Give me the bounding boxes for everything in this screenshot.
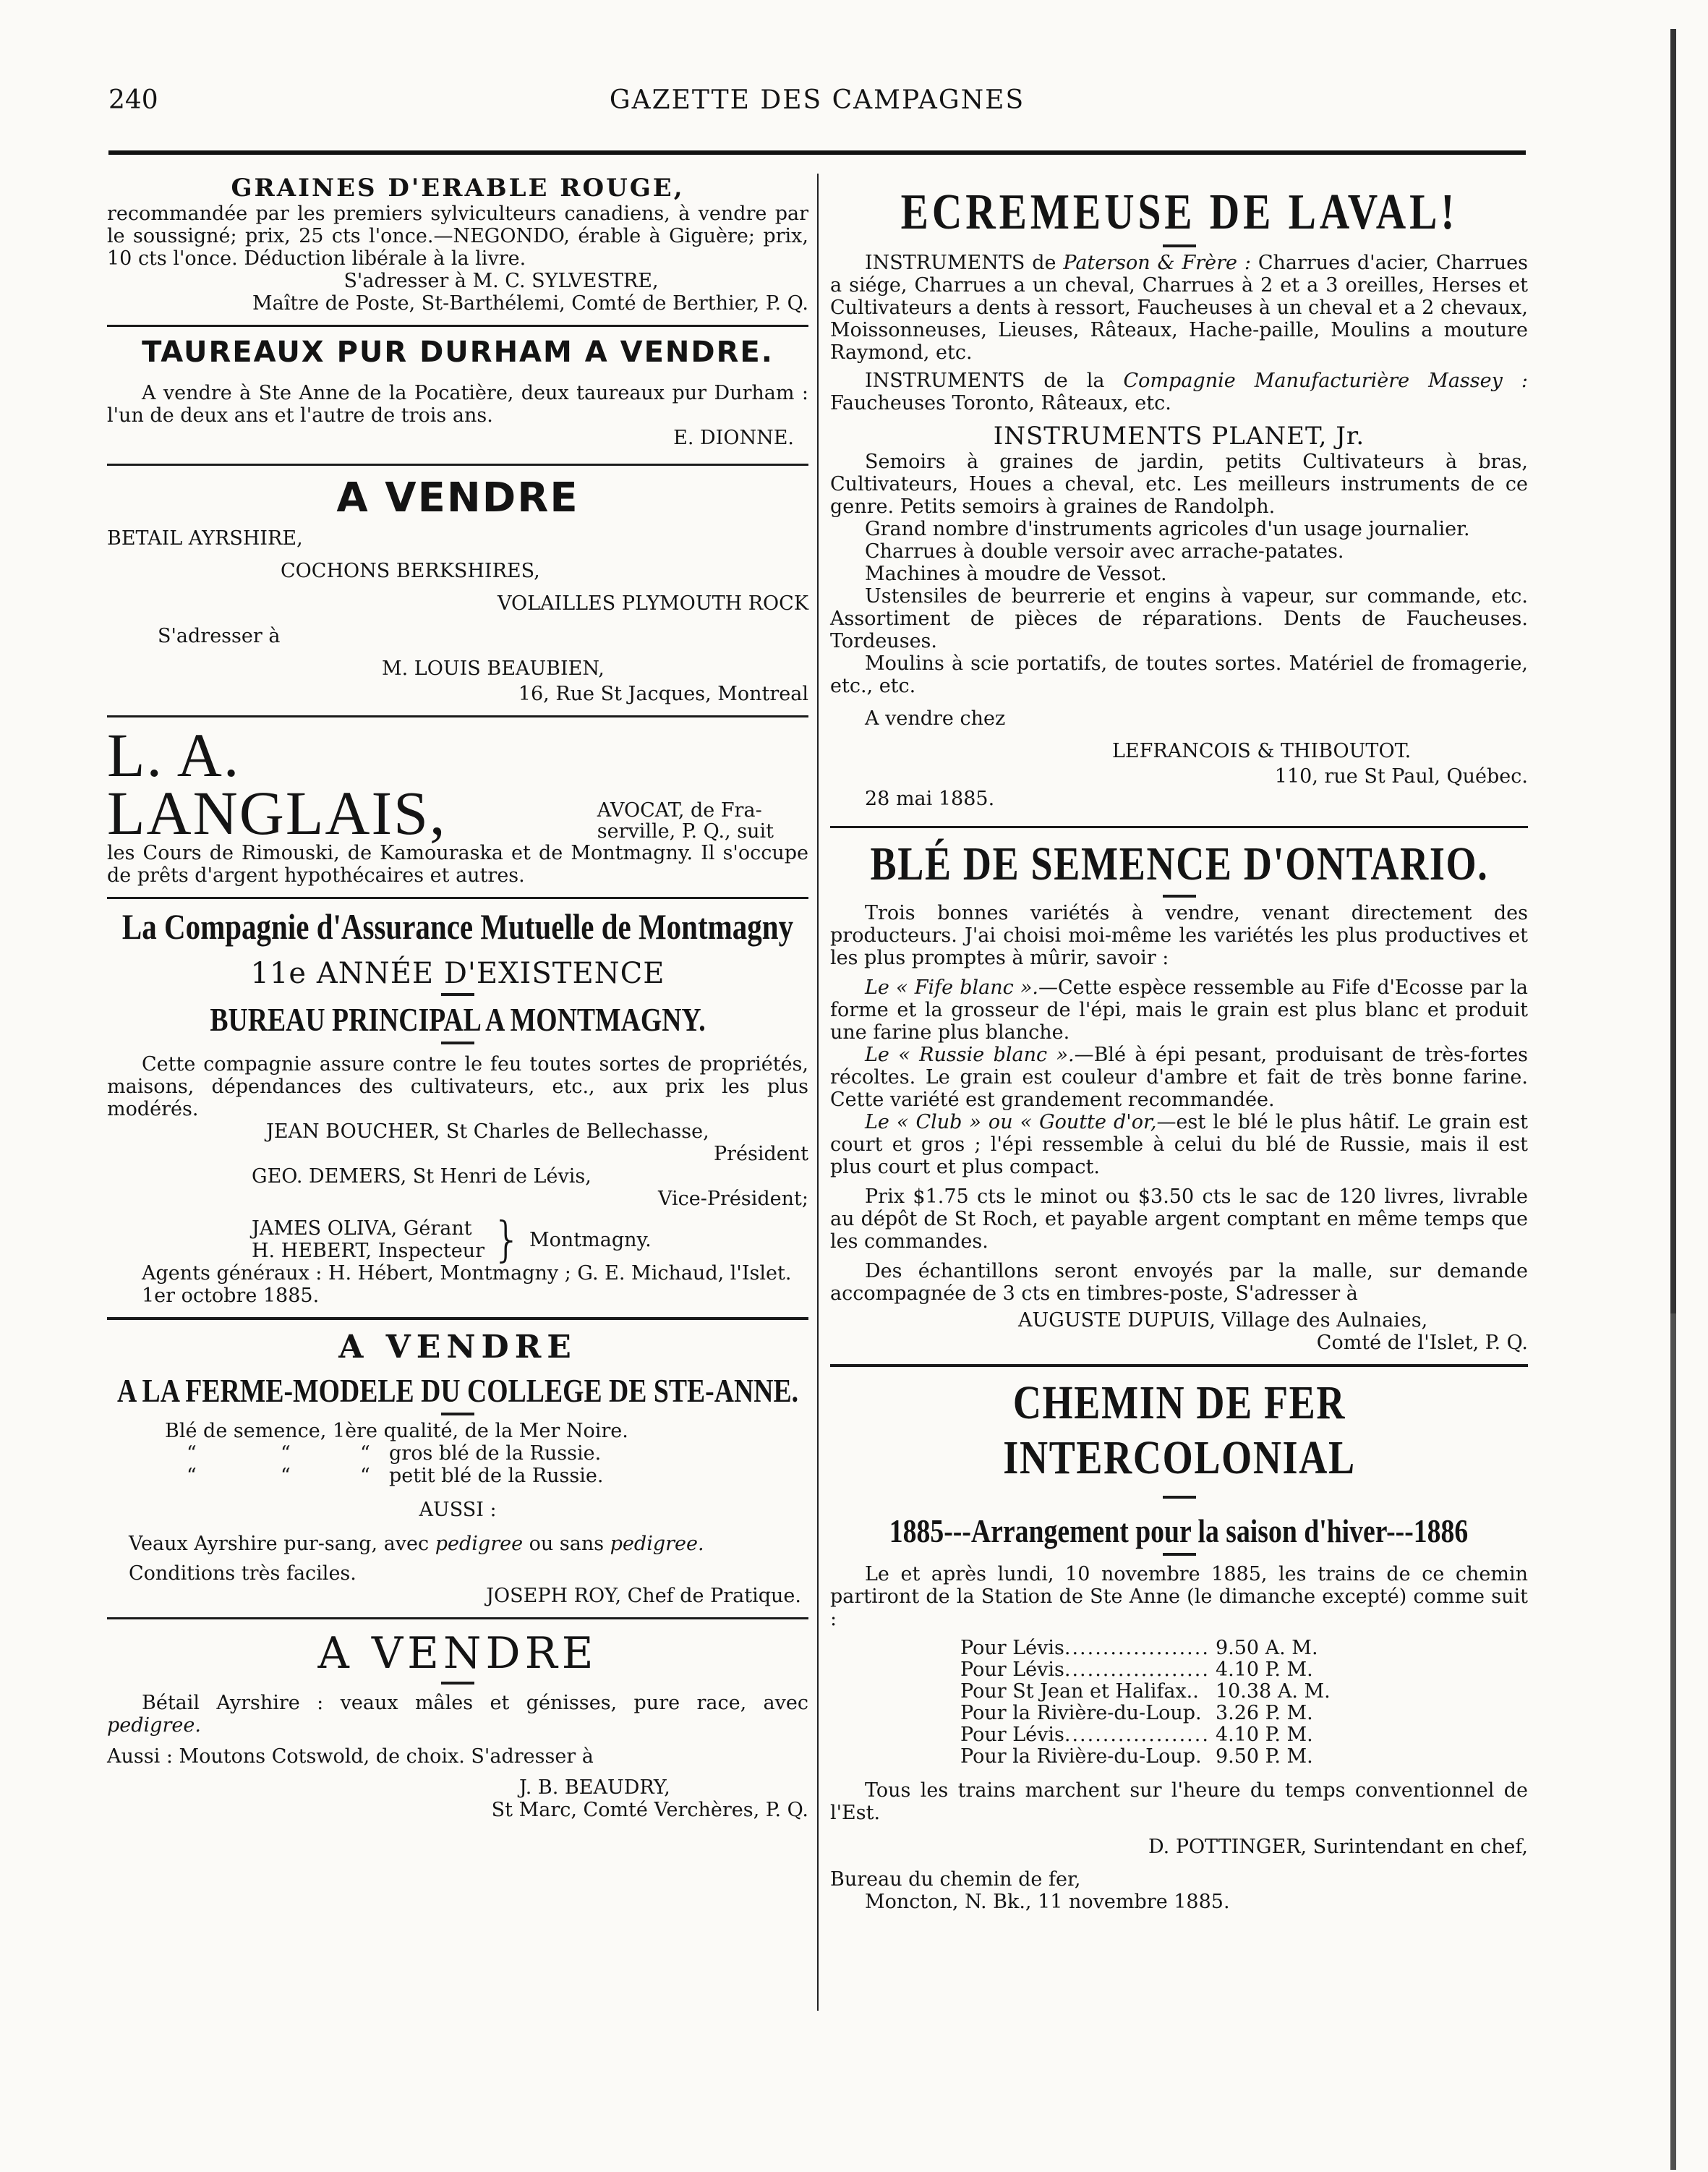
ad-ferme-modele bbox=[107, 1329, 808, 1607]
left-column bbox=[107, 174, 808, 1821]
departure-time: 4.10 P. M. bbox=[1215, 1658, 1313, 1681]
table-row bbox=[960, 1637, 1336, 1659]
ad-signature: E. DIONNE. bbox=[673, 427, 794, 449]
departure-time: 3.26 P. M. bbox=[1215, 1702, 1313, 1724]
variety-name: Le « Russie blanc ». bbox=[865, 1044, 1075, 1066]
ble-line-2 bbox=[107, 1442, 808, 1465]
chemin-note: Tous les trains marchent sur l'heure du temps conventionnel de l'Est. bbox=[830, 1779, 1528, 1824]
ad-address: S'adresser à M. C. SYLVESTRE, bbox=[343, 270, 659, 292]
page-edge-damage bbox=[1663, 29, 1685, 2170]
ad-separator bbox=[107, 325, 808, 327]
ad-separator bbox=[107, 464, 808, 466]
ad-address-detail: Maître de Poste, St-Barthélemi, Comté de Berthier, P. Q. bbox=[252, 292, 808, 315]
brace: } bbox=[492, 1211, 522, 1267]
table-row bbox=[960, 1659, 1336, 1681]
ad-ble-ontario bbox=[830, 837, 1528, 1354]
conditions: Conditions très faciles. bbox=[129, 1562, 356, 1585]
ble-variety: petit blé de la Russie. bbox=[389, 1465, 604, 1487]
variety-name: Le « Club » ou « Goutte d'or, bbox=[865, 1111, 1157, 1133]
ditto: “ bbox=[360, 1465, 370, 1487]
officers-block bbox=[107, 1211, 808, 1267]
variety-text: —Blé à épi pesant, produisant de très-fortes récoltes. Le grain est couleur d'ambre et fait de très bonne farine. Cette variété est grandement recommandée. bbox=[830, 1044, 1528, 1111]
ad-avendre-betail bbox=[107, 474, 808, 705]
ad-separator bbox=[107, 1317, 808, 1320]
journal-title: GAZETTE DES CAMPAGNES bbox=[609, 85, 1025, 115]
planet-title: INSTRUMENTS PLANET, Jr. bbox=[993, 422, 1365, 451]
table-row bbox=[960, 1746, 1336, 1768]
table-row bbox=[960, 1703, 1336, 1724]
ad-body-text: Bétail Ayrshire : veaux mâles et génisses, pure race, avec bbox=[142, 1692, 808, 1714]
destination: Pour Lévis................... bbox=[960, 1637, 1210, 1659]
seller-name: LEFRANCOIS & THIBOUTOT. bbox=[1112, 740, 1412, 762]
ad-date: 1er octobre 1885. bbox=[142, 1285, 320, 1307]
ad-separator bbox=[107, 1617, 808, 1619]
ad-separator bbox=[830, 1364, 1528, 1367]
vp-title: Vice-Président; bbox=[657, 1188, 808, 1210]
ditto: “ bbox=[187, 1442, 197, 1465]
variety-fife bbox=[830, 976, 1528, 1044]
seller-address: 110, rue St Paul, Québec. bbox=[1274, 765, 1528, 788]
train-timetable bbox=[960, 1637, 1336, 1768]
variety-club bbox=[830, 1111, 1528, 1178]
inspecteur: H. HEBERT, Inspecteur bbox=[252, 1240, 484, 1262]
ad-title: A VENDRE bbox=[338, 1329, 577, 1366]
ad-item: COCHONS BERKSHIRES, bbox=[281, 560, 540, 582]
ad-title: ECREMEUSE DE LAVAL! bbox=[900, 184, 1459, 240]
ad-signature: D. POTTINGER, Surintendant en chef, bbox=[1148, 1836, 1528, 1858]
ad-avendre-beaudry bbox=[107, 1628, 808, 1821]
destination: Pour la Rivière-du-Loup. bbox=[960, 1702, 1202, 1724]
chemin-place-date: Moncton, N. Bk., 11 novembre 1885. bbox=[865, 1891, 1230, 1913]
ditto: “ bbox=[281, 1465, 291, 1487]
ad-title: GRAINES D'ERABLE ROUGE, bbox=[231, 174, 685, 203]
ad-address-intro: S'adresser à bbox=[158, 625, 281, 647]
ad-subtitle: BUREAU PRINCIPAL A MONTMAGNY. bbox=[210, 1001, 706, 1038]
ad-short-rule bbox=[441, 1413, 474, 1415]
ble-line-3 bbox=[107, 1465, 808, 1487]
ad-title: TAUREAUX PUR DURHAM A VENDRE. bbox=[142, 336, 774, 369]
veaux-text: Veaux Ayrshire pur-sang, avec bbox=[129, 1533, 435, 1555]
ble-price: Prix $1.75 cts le minot ou $3.50 cts le sac de 120 livres, livrable au dépôt de St Roch, et payable argent comptant en même temps que les commandes. bbox=[830, 1185, 1528, 1253]
sale-intro: A vendre chez bbox=[865, 707, 1006, 730]
para-text: Faucheuses Toronto, Râteaux, etc. bbox=[830, 392, 1171, 414]
destination: Pour St Jean et Halifax.. bbox=[960, 1680, 1199, 1703]
president-name: JEAN BOUCHER, St Charles de Bellechasse, bbox=[266, 1120, 709, 1143]
departure-time: 9.50 P. M. bbox=[1215, 1745, 1313, 1768]
maker-name: Compagnie Manufacturière Massey : bbox=[1123, 370, 1529, 392]
ble-samples: Des échantillons seront envoyés par la malle, sur demande accompagnée de 3 cts en timbres-poste, S'adresser à bbox=[830, 1260, 1528, 1305]
page-number: 240 bbox=[108, 85, 158, 115]
ad-place: Comté de l'Islet, P. Q. bbox=[1316, 1332, 1528, 1354]
arrangement-title: 1885---Arrangement pour la saison d'hiver---1886 bbox=[889, 1512, 1469, 1549]
ad-chemin-de-fer bbox=[830, 1376, 1528, 1913]
ad-date: 28 mai 1885. bbox=[865, 788, 995, 810]
ble-line-1: Blé de semence, 1ère qualité, de la Mer Noire. bbox=[165, 1420, 628, 1442]
right-column bbox=[830, 174, 1528, 1913]
veaux-line bbox=[107, 1533, 808, 1555]
ditto: “ bbox=[360, 1442, 370, 1465]
pedigree-word: pedigree. bbox=[610, 1533, 704, 1555]
ad-body: recommandée par les premiers sylviculteurs canadiens, à vendre par le soussigné; prix, 25 cts l'once.—NEGONDO, érable à Giguère; prix, 10 cts l'once. Déduction libérale à la livre. bbox=[107, 203, 808, 270]
ustensiles-para: Ustensiles de beurrerie et engins à vapeur, sur commande, etc. Assortiment de pièces de réparations. Dents de Faucheuses. Tordeuses. bbox=[830, 585, 1528, 652]
table-row bbox=[960, 1681, 1336, 1703]
machines-para: Machines à moudre de Vessot. bbox=[865, 563, 1167, 585]
gerant: JAMES OLIVA, Gérant bbox=[252, 1217, 472, 1240]
instruments-para: Grand nombre d'instruments agricoles d'un usage journalier. bbox=[865, 518, 1470, 540]
veaux-text: ou sans bbox=[523, 1533, 610, 1555]
planet-para: Semoirs à graines de jardin, petits Cultivateurs à bras, Cultivateurs, Houes a cheval, etc. Les meilleurs instruments de ce genre. Petits semoirs à graines de Randolph. bbox=[830, 451, 1528, 518]
variety-text: —Cette espèce ressemble au Fife d'Ecosse par la forme et la grosseur de l'épi, mais le grain est plus blanc et produit une farine plus blanche. bbox=[830, 976, 1528, 1044]
ad-item: VOLAILLES PLYMOUTH ROCK bbox=[497, 592, 808, 615]
ad-signature: JOSEPH ROY, Chef de Pratique. bbox=[486, 1585, 801, 1607]
vp-name: GEO. DEMERS, St Henri de Lévis, bbox=[252, 1165, 592, 1188]
ad-separator bbox=[107, 897, 808, 899]
ad-title: La Compagnie d'Assurance Mutuelle de Montmagny bbox=[121, 906, 794, 947]
ad-short-rule bbox=[441, 1042, 474, 1044]
ad-body bbox=[107, 1692, 808, 1737]
ad-short-rule bbox=[1163, 1553, 1196, 1556]
charrues-para: Charrues à double versoir avec arrache-patates. bbox=[865, 540, 1344, 563]
president-title: Président bbox=[713, 1143, 808, 1165]
ad-short-rule bbox=[441, 993, 474, 996]
column-divider bbox=[817, 174, 819, 2011]
langlais-title: AVOCAT, de Fra-serville, P. Q., suit bbox=[597, 799, 774, 843]
moulins-para: Moulins à scie portatifs, de toutes sortes. Matériel de fromagerie, etc., etc. bbox=[830, 652, 1528, 697]
ad-title: A VENDRE bbox=[336, 474, 579, 521]
ad-short-rule bbox=[1163, 244, 1196, 247]
destination: Pour Lévis................... bbox=[960, 1658, 1210, 1681]
ad-title: CHEMIN DE FER INTERCOLONIAL bbox=[1003, 1376, 1356, 1484]
ad-ecremeuse bbox=[830, 184, 1528, 810]
ad-street: 16, Rue St Jacques, Montreal bbox=[518, 683, 808, 705]
ad-name: AUGUSTE DUPUIS, Village des Aulnaies, bbox=[1018, 1309, 1428, 1332]
header-rule bbox=[108, 150, 1526, 155]
ad-title: BLÉ DE SEMENCE D'ONTARIO. bbox=[870, 838, 1489, 890]
langlais-name: L. A. LANGLAIS, bbox=[107, 720, 447, 848]
ble-intro: Trois bonnes variétés à vendre, venant directement des producteurs. J'ai choisi moi-même les variétés les plus productives et les plus promptes à mûrir, savoir : bbox=[830, 902, 1528, 969]
ad-item: BETAIL AYRSHIRE, bbox=[107, 527, 303, 550]
ble-variety: gros blé de la Russie. bbox=[389, 1442, 602, 1465]
destination: Pour la Rivière-du-Loup. bbox=[960, 1745, 1202, 1768]
ditto: “ bbox=[281, 1442, 291, 1465]
variety-russie bbox=[830, 1044, 1528, 1111]
ad-title: A VENDRE bbox=[317, 1628, 598, 1679]
maker-name: Paterson & Frère : bbox=[1063, 252, 1251, 274]
running-head bbox=[108, 85, 1526, 122]
ad-body: les Cours de Rimouski, de Kamouraska et de Montmagny. Il s'occupe de prêts d'argent hypothécaires et autres. bbox=[107, 842, 808, 887]
ad-body: Cette compagnie assure contre le feu toutes sortes de propriétés, maisons, dépendances des cultivateurs, etc., aux prix les plus modérés. bbox=[107, 1053, 808, 1120]
ad-subtitle: 11e ANNÉE D'EXISTENCE bbox=[250, 957, 665, 990]
officers-location: Montmagny. bbox=[529, 1228, 652, 1251]
variety-text: —est le blé le plus hâtif. Le grain est court et gros ; l'épi ressemble à celui du blé de Russie, mais il est plus court et plus compact. bbox=[830, 1111, 1529, 1178]
variety-name: Le « Fife blanc ». bbox=[865, 976, 1039, 999]
massey-paragraph bbox=[830, 370, 1528, 414]
ad-short-rule bbox=[441, 1682, 474, 1685]
pedigree-word: pedigree bbox=[435, 1533, 524, 1555]
agents: Agents généraux : H. Hébert, Montmagny ; G. E. Michaud, l'Islet. bbox=[142, 1262, 792, 1285]
destination: Pour Lévis................... bbox=[960, 1724, 1210, 1746]
ditto: “ bbox=[187, 1465, 197, 1487]
binding-edge bbox=[1670, 29, 1676, 2170]
ad-body: A vendre à Ste Anne de la Pocatière, deux taureaux pur Durham : l'un de deux ans et l'autre de trois ans. bbox=[107, 382, 808, 427]
chemin-office: Bureau du chemin de fer, bbox=[830, 1868, 1081, 1891]
ad-place: St Marc, Comté Verchères, P. Q. bbox=[491, 1799, 808, 1821]
para-text: Charrues d'acier, Charrues a siége, Charrues a un cheval, Charrues à 2 et a 3 oreilles, Herses et Cultivateurs a dents à ressort, Faucheuses à un cheval et a 2 chevaux, Moissonneuses, Lieuses, Râteaux, Hache-paille, Moulins a mouture Raymond, etc. bbox=[830, 252, 1529, 364]
chemin-intro: Le et après lundi, 10 novembre 1885, les trains de ce chemin partiront de la Station de Ste Anne (le dimanche excepté) comme suit : bbox=[830, 1563, 1528, 1630]
ad-taureaux bbox=[107, 336, 808, 449]
ad-short-rule bbox=[1163, 895, 1196, 898]
ad-name: J. B. BEAUDRY, bbox=[519, 1776, 670, 1799]
ad-mutuelle bbox=[107, 908, 808, 1307]
aussi-label: AUSSI : bbox=[419, 1499, 497, 1521]
departure-time: 4.10 P. M. bbox=[1215, 1724, 1313, 1746]
ad-separator bbox=[830, 826, 1528, 828]
ad-title-main: A LA FERME-MODELE DU COLLEGE DE STE-ANNE. bbox=[116, 1372, 799, 1409]
paterson-paragraph bbox=[830, 252, 1528, 364]
ad-langlais bbox=[107, 720, 808, 887]
ad-name: M. LOUIS BEAUBIEN, bbox=[382, 657, 605, 680]
ad-separator bbox=[107, 715, 808, 717]
para-text: INSTRUMENTS de la bbox=[865, 370, 1124, 392]
ad-short-rule bbox=[1163, 1496, 1196, 1499]
pedigree-word: pedigree. bbox=[107, 1714, 201, 1737]
ad-aussi: Aussi : Moutons Cotswold, de choix. S'adresser à bbox=[107, 1745, 594, 1768]
ad-graines bbox=[107, 174, 808, 315]
table-row bbox=[960, 1724, 1336, 1746]
para-text: INSTRUMENTS de bbox=[865, 252, 1064, 274]
departure-time: 9.50 A. M. bbox=[1215, 1637, 1318, 1659]
departure-time: 10.38 A. M. bbox=[1215, 1680, 1331, 1703]
